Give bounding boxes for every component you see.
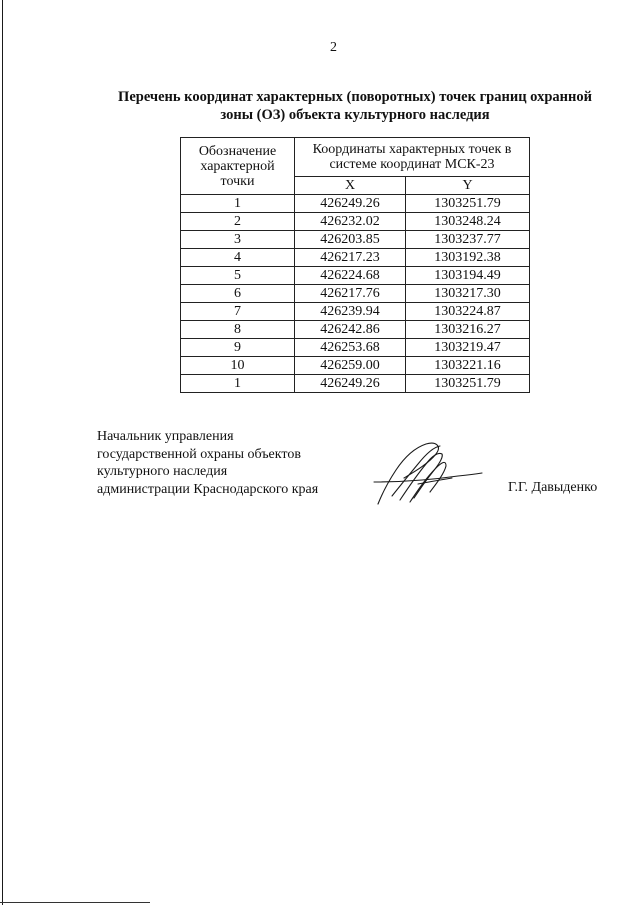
cell-x: 426203.85 [295,231,406,249]
cell-point: 2 [181,213,295,231]
signer-position-line: администрации Краснодарского края [97,481,319,497]
header-point-line: Обозначение [198,143,277,159]
cell-x: 426253.68 [295,339,406,357]
coordinates-table [180,137,530,393]
cell-x: 426239.94 [295,303,406,321]
cell-y: 1303194.49 [406,267,530,285]
page-number: 2 [330,40,337,55]
cell-y: 1303221.16 [406,357,530,375]
cell-point: 6 [181,285,295,303]
cell-point: 9 [181,339,295,357]
header-point-line: характерной [200,158,275,174]
table-row [181,375,530,393]
cell-y: 1303248.24 [406,213,530,231]
cell-point: 4 [181,249,295,267]
table-row [181,321,530,339]
cell-y: 1303224.87 [406,303,530,321]
header-y: Y [406,177,530,195]
table-row [181,303,530,321]
cell-x: 426249.26 [295,375,406,393]
signer-name: Г.Г. Давыденко [508,480,598,495]
header-coords-line: Координаты характерных точек в [312,142,512,157]
cell-x: 426242.86 [295,321,406,339]
header-coordinates [295,138,530,177]
cell-x: 426217.76 [295,285,406,303]
signer-position [97,428,318,498]
header-x: X [295,177,406,195]
cell-x: 426224.68 [295,267,406,285]
cell-y: 1303251.79 [406,375,530,393]
title-line-1: Перечень координат характерных (поворотных) точек границ охранной [118,89,592,105]
cell-y: 1303192.38 [406,249,530,267]
cell-point: 1 [181,195,295,213]
table-row [181,213,530,231]
table-row [181,231,530,249]
cell-point: 1 [181,375,295,393]
table-row [181,357,530,375]
signer-position-line: культурного наследия [97,464,228,479]
header-point-designation [181,138,295,195]
cell-y: 1303219.47 [406,339,530,357]
cell-y: 1303237.77 [406,231,530,249]
table-row [181,267,530,285]
cell-x: 426259.00 [295,357,406,375]
header-coords-line: системе координат МСК-23 [329,157,495,172]
cell-y: 1303216.27 [406,321,530,339]
cell-point: 5 [181,267,295,285]
handwritten-signature [370,438,485,508]
table-row [181,249,530,267]
signer-position-line: Начальник управления [97,429,234,444]
table-row [181,339,530,357]
scan-edge-left [2,0,3,905]
header-point-line: точки [220,173,255,189]
signer-position-line: государственной охраны объектов [97,446,301,462]
table-row [181,195,530,213]
cell-point: 3 [181,231,295,249]
cell-point: 10 [181,357,295,375]
cell-point: 8 [181,321,295,339]
cell-x: 426249.26 [295,195,406,213]
cell-point: 7 [181,303,295,321]
scan-edge-bottom [0,902,150,903]
cell-y: 1303251.79 [406,195,530,213]
cell-x: 426217.23 [295,249,406,267]
document-title [100,88,610,124]
table-row [181,285,530,303]
cell-y: 1303217.30 [406,285,530,303]
title-line-2: зоны (ОЗ) объекта культурного наследия [220,107,490,123]
cell-x: 426232.02 [295,213,406,231]
